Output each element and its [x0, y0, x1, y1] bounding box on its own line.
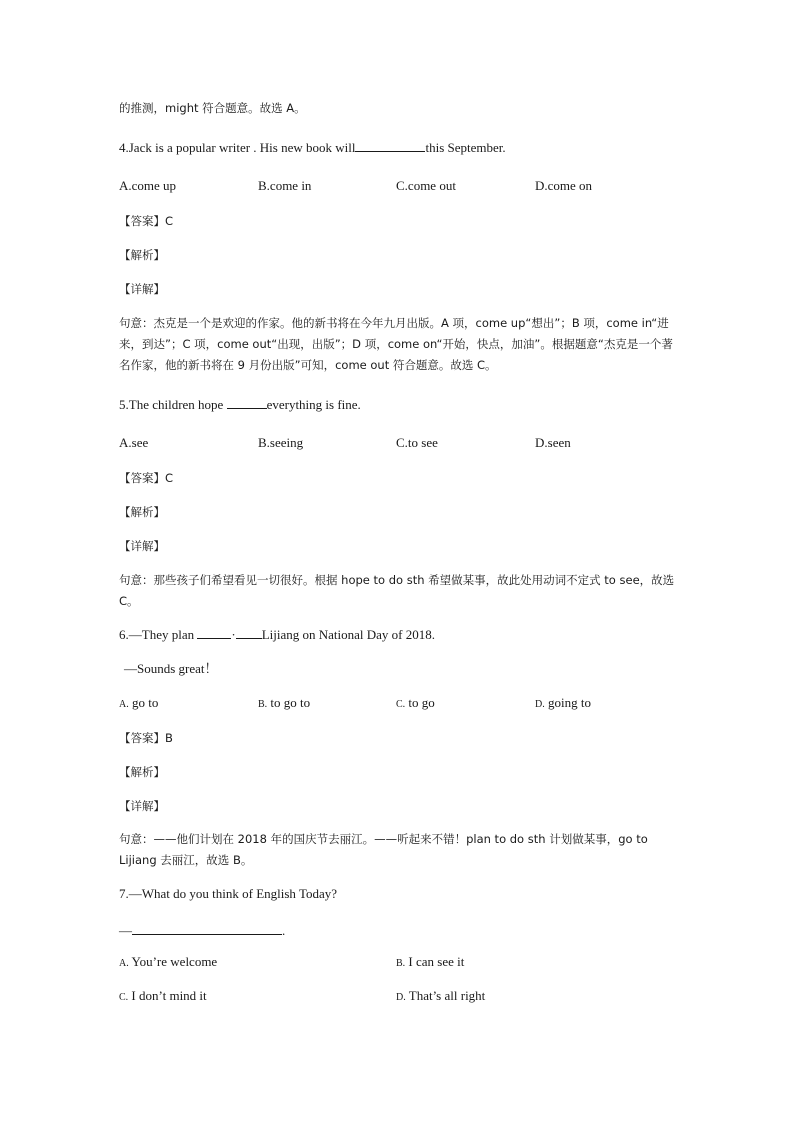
q5-option-d: D.seen — [535, 435, 571, 450]
q5-explanation-line-1: 句意：那些孩子们希望看见一切很好。根据 hope to do sth 希望做某事，故此处用动词不定式 to see，故选 — [119, 573, 675, 587]
q7-option-a: A. You’re welcome — [119, 954, 218, 969]
q5-option-a: A.see — [119, 435, 149, 450]
q6-answer: 【答案】B — [119, 731, 173, 745]
q6-option-b: B. to go to — [258, 695, 311, 710]
question-6-stem-mark: · — [231, 627, 236, 642]
q4-analysis-heading: 【解析】 — [119, 248, 165, 262]
q4-option-b: B.come in — [258, 178, 312, 193]
question-6-stem-end: Lijiang on National Day of 2018. — [261, 627, 435, 642]
q6-detail-heading: 【详解】 — [119, 799, 165, 813]
q4-option-c: C.come out — [396, 178, 456, 193]
q5-analysis-heading: 【解析】 — [119, 505, 165, 519]
question-6-stem — [119, 626, 435, 643]
answer-blank — [236, 626, 262, 639]
q4-option-d: D.come on — [535, 178, 593, 193]
q4-detail-heading: 【详解】 — [119, 282, 165, 296]
q6-explanation-line-1: 句意：——他们计划在 2018 年的国庆节去丽江。——听起来不错！plan to do sth 计划做某事，go to — [119, 832, 648, 846]
q5-option-b: B.seeing — [258, 435, 304, 450]
question-5-stem-start: 5.The children hope — [119, 397, 227, 412]
previous-explanation-tail: 的推测，might 符合题意。故选 A。 — [119, 101, 306, 115]
q5-detail-heading: 【详解】 — [119, 539, 165, 553]
answer-blank — [355, 139, 425, 152]
q7-option-d: D. That’s all right — [396, 988, 486, 1003]
question-7-reply-end: . — [282, 923, 286, 938]
q4-explanation-line-1: 句意：杰克是一个是欢迎的作家。他的新书将在今年九月出版。A 项，come up“想出”；B 项，come in“进 — [119, 316, 669, 330]
question-5-stem-end: everything is fine. — [266, 397, 361, 412]
question-7-reply-dash: — — [119, 923, 132, 938]
question-4-stem-start: 4.Jack is a popular writer . His new book will — [119, 140, 356, 155]
q4-option-a: A.come up — [119, 178, 177, 193]
q4-explanation-line-2: 来，到达”；C 项，come out“出现，出版”；D 项，come on“开始，快点，加油”。根据题意“杰克是一个著 — [119, 337, 673, 351]
q4-explanation-line-3: 名作家，他的新书将在 9 月份出版”可知，come out 符合题意。故选 C。 — [119, 358, 497, 372]
answer-blank — [132, 922, 282, 935]
q6-option-d: D. going to — [535, 695, 591, 710]
q6-option-c: C. to go — [396, 695, 435, 710]
q6-analysis-heading: 【解析】 — [119, 765, 165, 779]
q5-option-c: C.to see — [396, 435, 438, 450]
question-7-reply — [119, 922, 285, 939]
question-4-stem — [119, 139, 506, 156]
q7-option-b: B. I can see it — [396, 954, 465, 969]
q7-option-c: C. I don’t mind it — [119, 988, 207, 1003]
q6-explanation-line-2: Lijiang 去丽江，故选 B。 — [119, 853, 253, 867]
answer-blank — [197, 626, 231, 639]
question-5-stem — [119, 396, 361, 413]
question-4-stem-end: this September. — [425, 140, 506, 155]
q4-answer: 【答案】C — [119, 214, 174, 228]
question-6-stem-start: 6.—They plan — [119, 627, 198, 642]
question-6-reply: —Sounds great！ — [124, 661, 218, 676]
q5-explanation-line-2: C。 — [119, 594, 139, 608]
q6-option-a: A. go to — [119, 695, 159, 710]
question-7-stem: 7.—What do you think of English Today? — [119, 886, 338, 901]
answer-blank — [227, 396, 267, 409]
q5-answer: 【答案】C — [119, 471, 174, 485]
